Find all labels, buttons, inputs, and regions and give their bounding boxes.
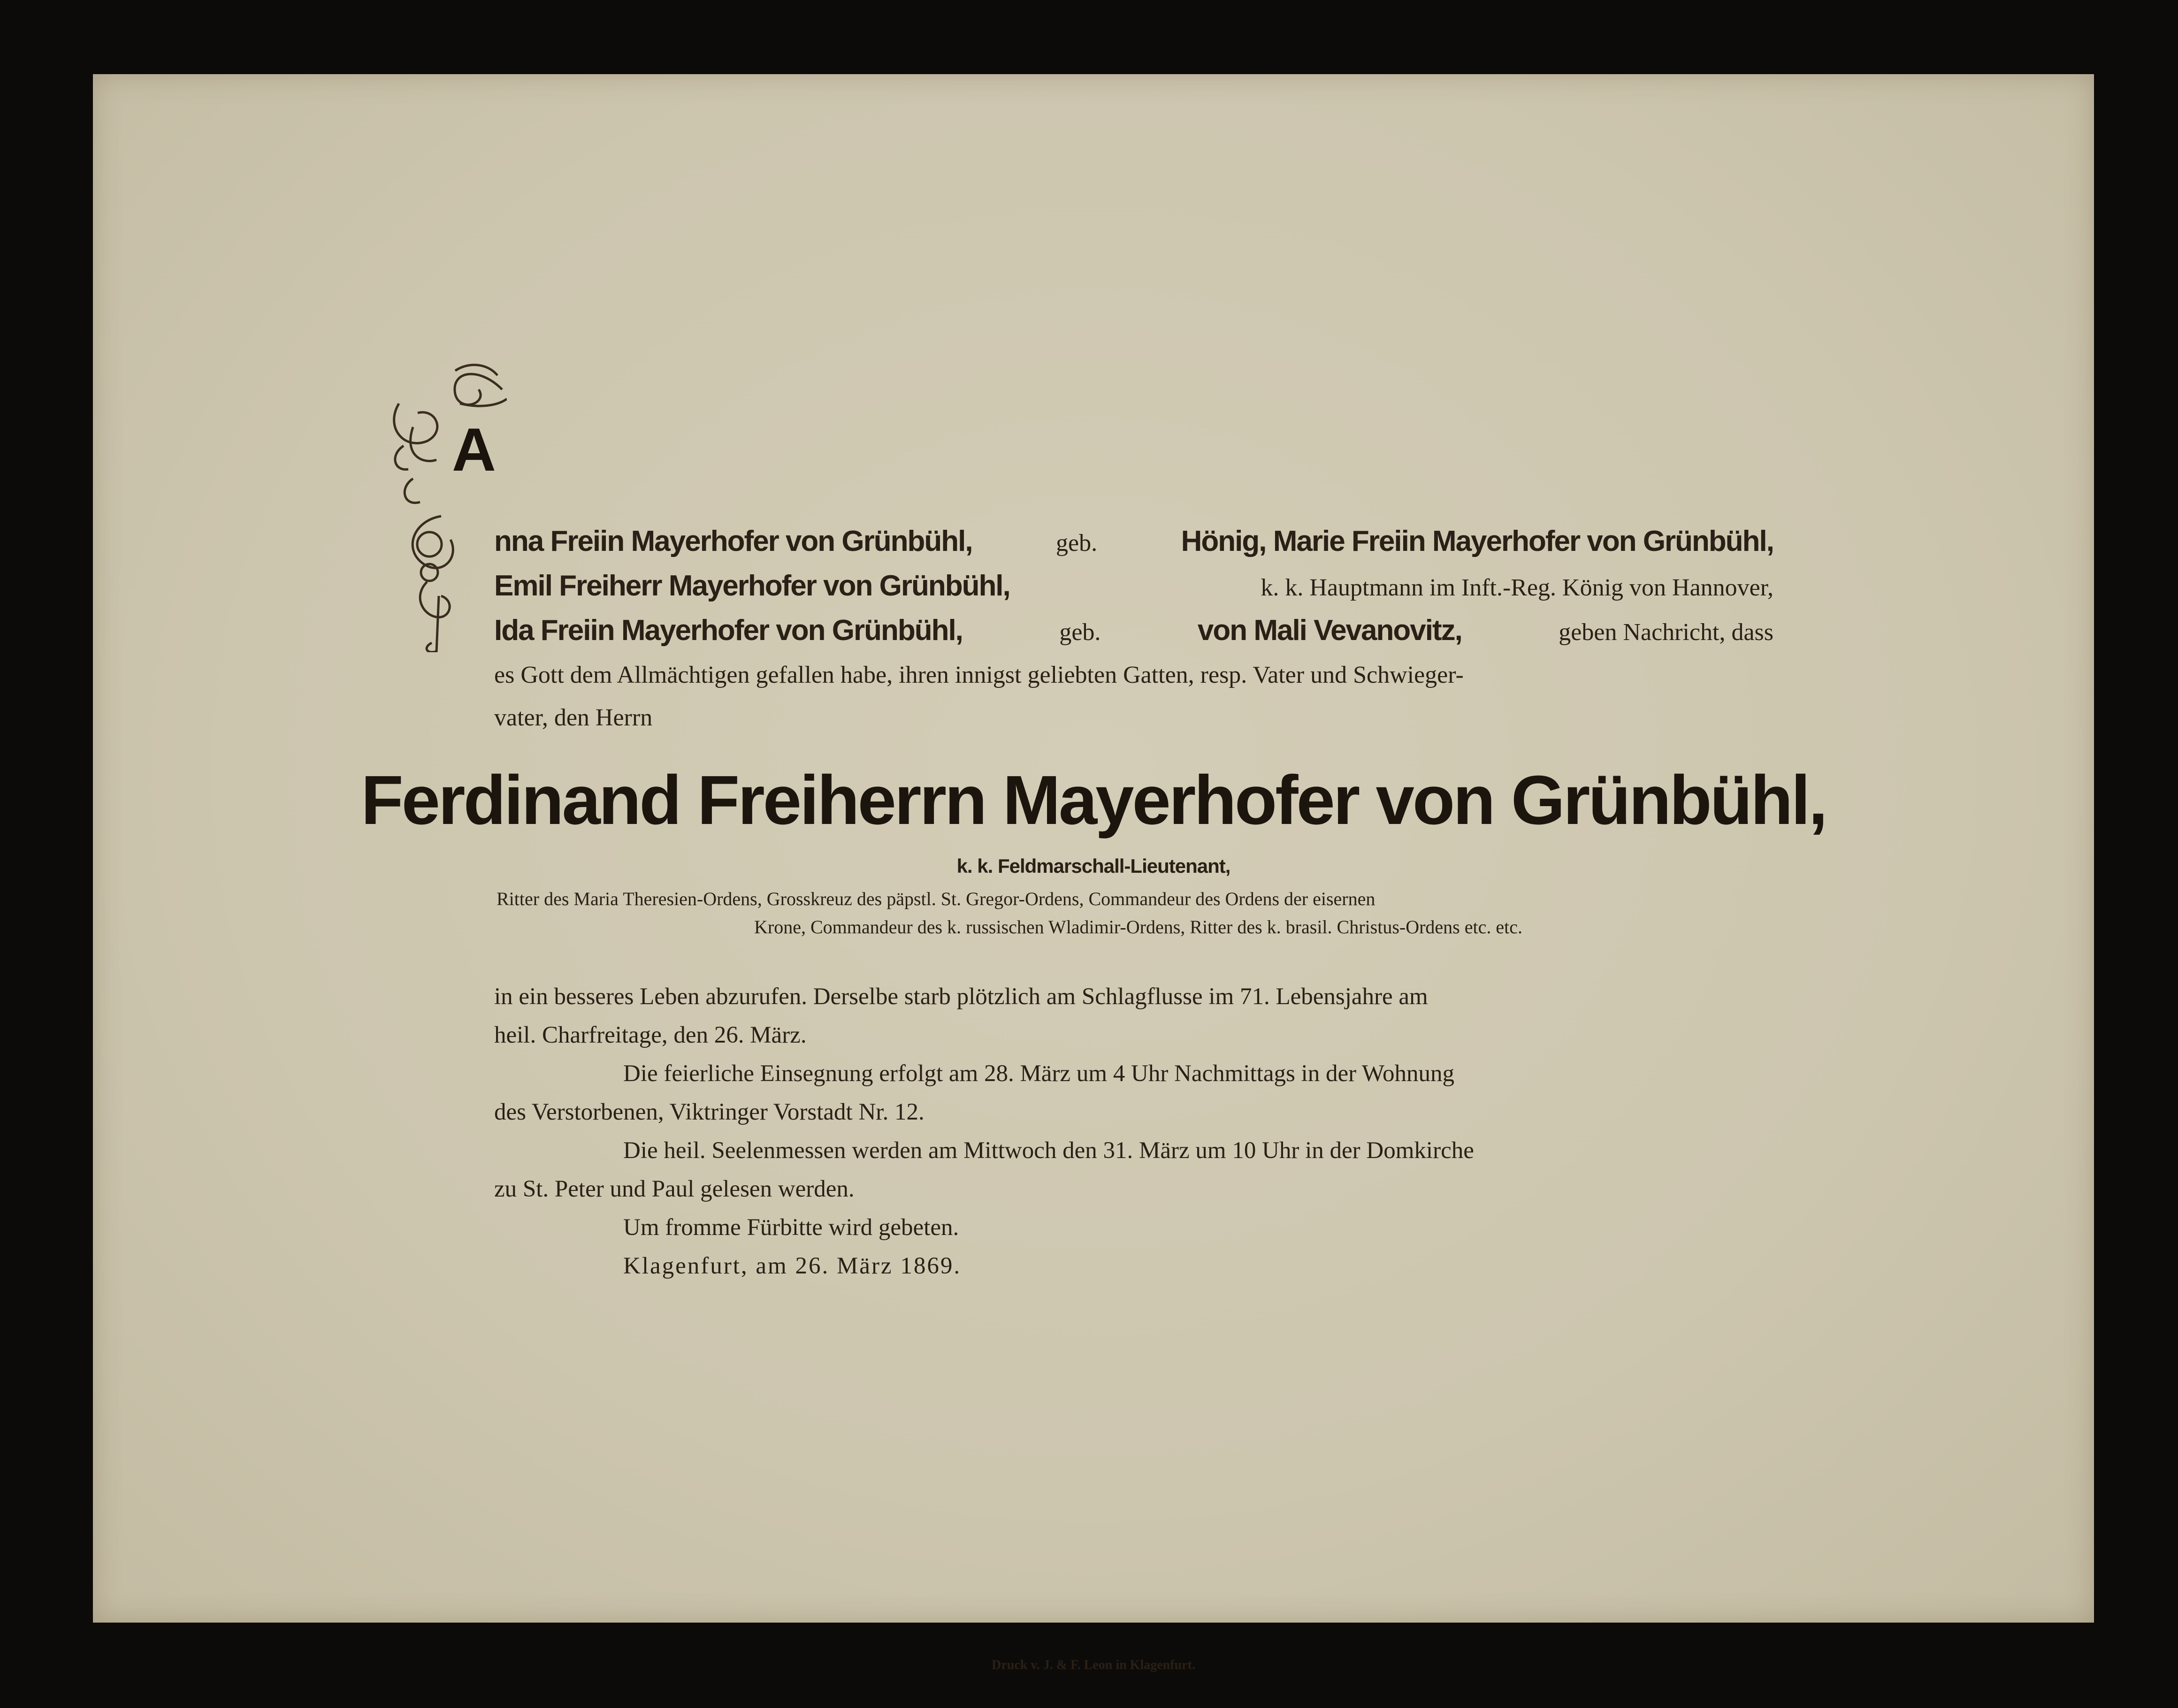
- deceased-name: Ferdinand Freiherrn Mayerhofer von Grünbühl,: [361, 762, 1826, 839]
- intro-geb-1: geb.: [1056, 530, 1098, 557]
- intro-name-3: Emil Freiherr Mayerhofer von Grünbühl,: [494, 570, 1010, 602]
- orders-list: [497, 885, 1780, 941]
- intro-announce: geben Nachricht, dass: [1559, 619, 1773, 646]
- body-p3-line2: zu St. Peter und Paul gelesen werden.: [494, 1176, 855, 1202]
- notice-body: [494, 977, 1780, 1285]
- orders-line-2: Krone, Commandeur des k. russischen Wladimir-Ordens, Ritter des k. brasil. Christus-Ordens etc. etc.: [754, 916, 1522, 938]
- intro-line-1: [494, 520, 1780, 564]
- body-p1-line1: in ein besseres Leben abzurufen. Derselbe starb plötzlich am Schlagflusse im 71. Lebensjahre am: [494, 984, 1428, 1010]
- body-p4: Um fromme Fürbitte wird gebeten.: [623, 1214, 959, 1241]
- intro-text-5: vater, den Herrn: [494, 704, 653, 731]
- place-date: Klagenfurt, am 26. März 1869.: [623, 1253, 962, 1279]
- intro-paragraph: [494, 520, 1780, 739]
- intro-line-2: [494, 564, 1780, 609]
- deceased-rank: k. k. Feldmarschall-Lieutenant,: [956, 855, 1230, 877]
- intro-line-3: [494, 609, 1780, 654]
- intro-name-4: Ida Freiin Mayerhofer von Grünbühl,: [494, 614, 963, 647]
- body-p3-line1: Die heil. Seelenmessen werden am Mittwoch den 31. März um 10 Uhr in der Domkirche: [623, 1137, 1474, 1164]
- orders-line-1: Ritter des Maria Theresien-Ordens, Grosskreuz des päpstl. St. Gregor-Ordens, Commandeur des Ordens der eisernen: [497, 888, 1376, 909]
- body-p2-line1: Die feierliche Einsegnung erfolgt am 28. März um 4 Uhr Nachmittags in der Wohnung: [623, 1060, 1454, 1087]
- intro-title-3: k. k. Hauptmann im Inft.-Reg. König von Hannover,: [1261, 574, 1773, 601]
- body-p1-line2: heil. Charfreitage, den 26. März.: [494, 1022, 807, 1048]
- death-notice-sheet: [93, 74, 2094, 1672]
- intro-line-4: [494, 654, 1780, 696]
- body-p2-line2: des Verstorbenen, Viktringer Vorstadt Nr. 12.: [494, 1099, 925, 1125]
- ornament-flourish-icon: [385, 361, 507, 652]
- intro-maiden-4: von Mali Vevanovitz,: [1197, 614, 1462, 647]
- intro-line-5: [494, 696, 1780, 739]
- printer-imprint: Druck v. J. & F. Leon in Klagenfurt.: [992, 1658, 1195, 1672]
- intro-geb-4: geb.: [1059, 619, 1101, 646]
- dropcap-letter: A: [452, 415, 496, 484]
- intro-name-1: nna Freiin Mayerhofer von Grünbühl,: [494, 525, 972, 557]
- intro-name-2: Hönig, Marie Freiin Mayerhofer von Grünbühl,: [1181, 525, 1773, 557]
- intro-text-4: es Gott dem Allmächtigen gefallen habe, ihren innigst geliebten Gatten, resp. Vater und Schwieger-: [494, 662, 1464, 688]
